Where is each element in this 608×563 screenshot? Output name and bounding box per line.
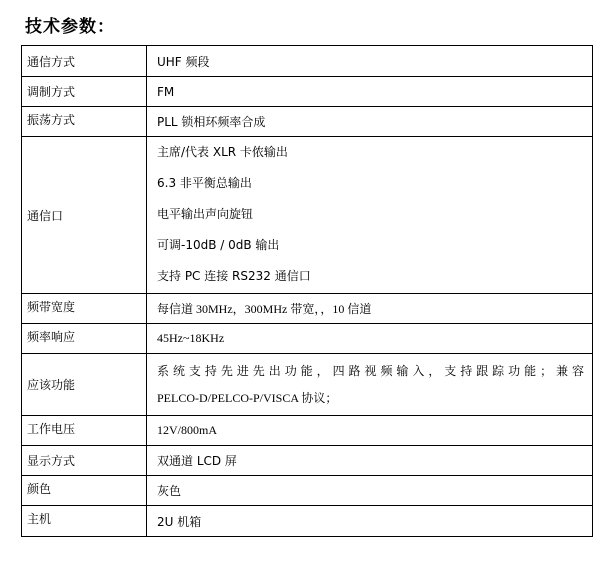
interface-line: 支持 PC 连接 RS232 通信口 [157,269,311,283]
row-value: 45Hz~18KHz [147,324,593,354]
row-value: FM [147,77,593,107]
page-title: 技术参数： [25,17,115,37]
row-label: 频率响应 [22,324,147,354]
feature-line: PELCO-D/PELCO-P/VISCA 协议； [157,391,338,405]
row-value: 12V/800mA [147,416,593,446]
row-value: UHF 频段 [147,46,593,77]
row-label: 颜色 [22,476,147,506]
row-value: 2U 机箱 [147,506,593,537]
feature-line: 系统支持先进先出功能，四路视频输入，支持跟踪功能；兼容 [157,364,584,378]
table-row [22,46,593,77]
table-row [22,476,593,506]
table-row [22,446,593,476]
row-label: 显示方式 [22,446,147,476]
interface-line: 可调-10dB / 0dB 输出 [157,238,280,252]
row-value: PLL 锁相环频率合成 [147,107,593,137]
table-row [22,416,593,446]
row-value: 每信道 30MHz，300MHz 带宽，，10 信道 [147,294,593,324]
table-row [22,137,593,294]
table-row [22,324,593,354]
row-label: 振荡方式 [22,107,147,137]
interface-line: 主席/代表 XLR 卡侬输出 [157,145,288,159]
row-label: 应该功能 [22,354,147,416]
row-label: 主机 [22,506,147,537]
row-label: 通信口 [22,137,147,294]
interface-line: 6.3 非平衡总输出 [157,176,252,190]
row-value [147,354,593,416]
table-row [22,506,593,537]
row-label: 频带宽度 [22,294,147,324]
row-label: 工作电压 [22,416,147,446]
table-row [22,107,593,137]
row-label: 调制方式 [22,77,147,107]
table-row [22,77,593,107]
row-value: 双通道 LCD 屏 [147,446,593,476]
row-value: 灰色 [147,476,593,506]
row-label: 通信方式 [22,46,147,77]
table-row [22,354,593,416]
spec-table [21,45,593,537]
row-value [147,137,593,294]
interface-line: 电平输出声向旋钮 [157,207,254,221]
table-row [22,294,593,324]
